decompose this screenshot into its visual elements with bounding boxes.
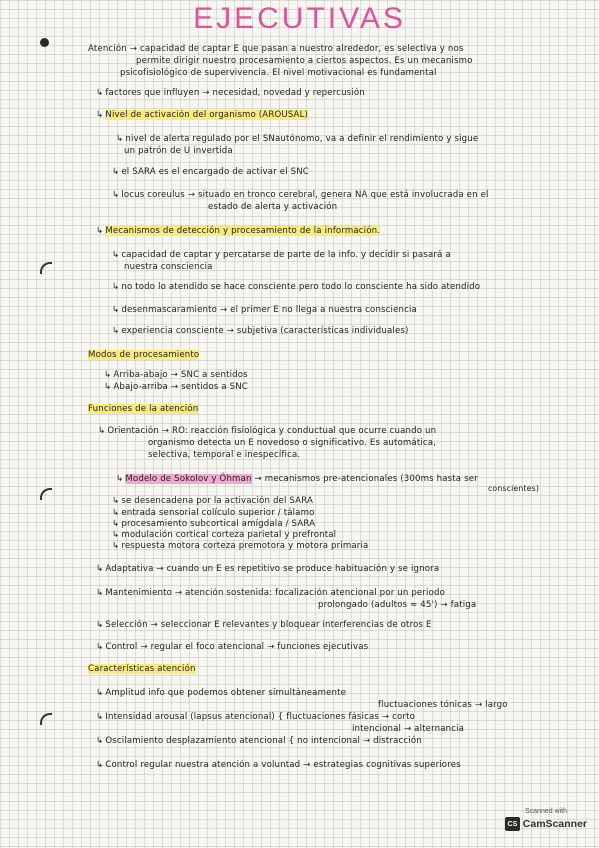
note-line: conscientes) [488,484,540,493]
note-line: Atención → capacidad de captar E que pasan a nuestro alrededor, es selectiva y nos [88,44,464,54]
note-line: ↳ modulación cortical corteza parietal y prefrontal [112,530,337,540]
note-line: intencional → alternancia [352,724,465,734]
note-line: ↳ Adaptativa → cuando un E es repetitivo se produce habituación y se ignora [96,564,440,574]
section-heading: Modos de procesamiento [88,350,200,360]
binder-hole-1 [40,38,49,47]
watermark-brand: CamScanner [522,818,587,830]
note-line: ↳ Mantenimiento → atención sostenida: focalización atencional por un periodo [96,588,446,598]
note-line: ↳ Oscilamiento desplazamiento atencional { no intencional → distracción [96,736,422,746]
note-line: ↳ nivel de alerta regulado por el SNautónomo, va a definir el rendimiento y sigue [116,134,479,144]
note-line: ↳ Abajo-arriba → sentidos a SNC [104,382,248,392]
note-heading: ↳ Mecanismos de detección y procesamiento de la información. [96,226,381,236]
note-line: ↳ locus coreulus → situado en tronco cerebral, genera NA que está involucrada en el [112,190,489,200]
note-line: ↳ Arriba-abajo → SNC a sentidos [104,370,248,380]
note-line: organismo detecta un E novedoso o significativo. Es automática, [148,438,437,448]
note-line: ↳ desenmascaramiento → el primer E no llega a nuestra consciencia [112,305,417,315]
section-heading: Características atención [88,664,196,674]
camscanner-watermark [505,808,587,838]
watermark-caption: Scanned with [524,808,568,815]
note-line: ↳ capacidad de captar y percatarse de parte de la info. y decidir si pasará a [112,250,451,260]
note-line: ↳ Modelo de Sokolov y Öhman → mecanismos pre-atencionales (300ms hasta ser [116,474,478,484]
note-line: prolongado (adultos ≈ 45') → fatiga [318,600,477,610]
note-line: nuestra consciencia [124,262,213,272]
note-line: ↳ Intensidad arousal (lapsus atencional) { fluctuaciones fásicas → corto [96,712,416,722]
binder-hole-4 [40,713,52,725]
note-line: fluctuaciones tónicas → largo [378,700,508,710]
note-line: selectiva, temporal e inespecífica. [148,450,301,460]
note-line: estado de alerta y activación [208,202,338,212]
note-line: permite dirigir nuestro procesamiento a ciertos aspectos. Es un mecanismo [136,56,473,66]
note-line: un patrón de U invertida [124,146,233,156]
note-line: ↳ factores que influyen → necesidad, novedad y repercusión [96,88,365,98]
note-line: ↳ se desencadena por la activación del SARA [112,496,314,506]
note-line: ↳ no todo lo atendido se hace consciente pero todo lo consciente ha sido atendido [112,282,481,292]
section-heading: Funciones de la atención [88,404,199,414]
note-heading: ↳ Nivel de activación del organismo (AROUSAL) [96,110,309,120]
note-line: ↳ entrada sensorial colículo superior / tálamo [112,508,315,518]
note-line: ↳ Control → regular el foco atencional → funciones ejecutivas [96,642,369,652]
note-line: ↳ respuesta motora corteza premotora y motora primaria [112,541,369,551]
binder-hole-2 [40,262,52,274]
binder-hole-3 [40,488,52,500]
page-title: EJECUTIVAS [193,2,406,35]
note-line: psicofisiológico de supervivencia. El nivel motivacional es fundamental [120,68,437,78]
camscanner-logo-icon: CS [505,817,520,831]
note-line: ↳ experiencia consciente → subjetiva (características individuales) [112,326,409,336]
note-line: ↳ procesamiento subcortical amígdala / SARA [112,519,316,529]
note-line: ↳ Selección → seleccionar E relevantes y bloquear interferencias de otros E [96,620,432,630]
note-line: ↳ Control regular nuestra atención a voluntad → estrategias cognitivas superiores [96,760,461,770]
note-line: ↳ el SARA es el encargado de activar el SNC [112,167,309,177]
note-line: ↳ Orientación → RO: reacción fisiológica y conductual que ocurre cuando un [98,426,437,436]
note-line: ↳ Amplitud info que podemos obtener simultáneamente [96,688,347,698]
